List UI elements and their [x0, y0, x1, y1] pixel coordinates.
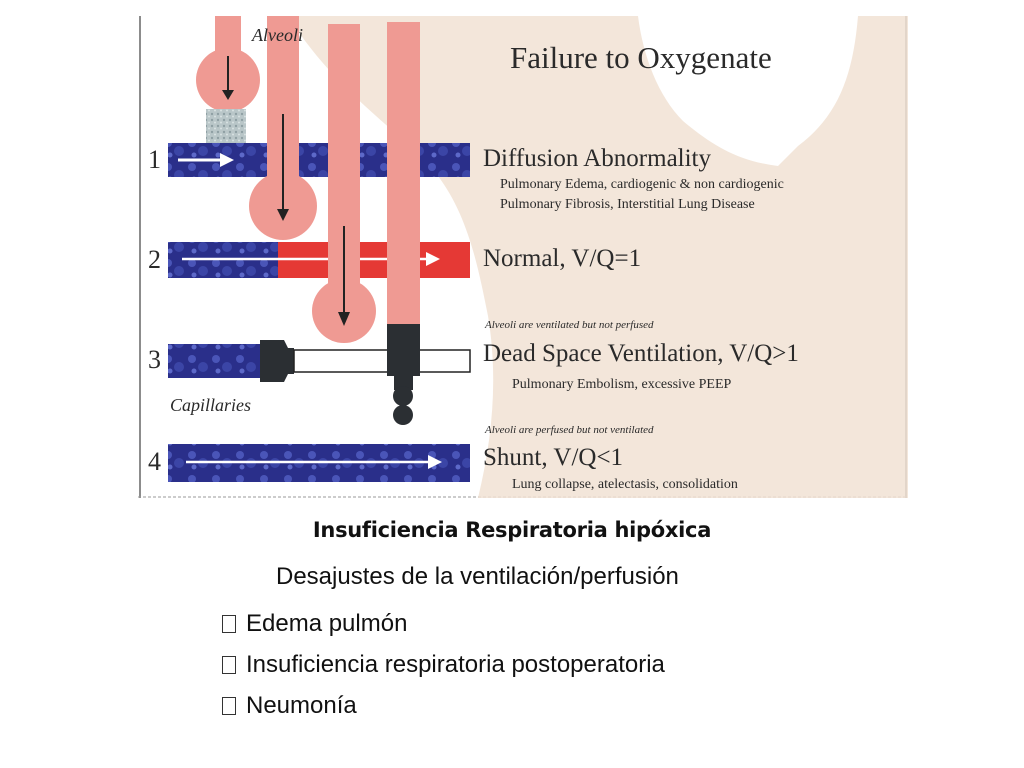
bullet-box-icon — [222, 697, 236, 715]
list-item — [222, 603, 665, 644]
row-1-detail-1: Pulmonary Edema, cardiogenic & non cardiogenic — [500, 177, 784, 192]
row-4-note: Alveoli are perfused but not ventilated — [485, 424, 654, 436]
bullet-list — [222, 603, 665, 726]
row-2-number: 2 — [148, 245, 161, 274]
bullet-text: Edema pulmón — [246, 609, 408, 637]
row-1-detail-2: Pulmonary Fibrosis, Interstitial Lung Disease — [500, 197, 755, 212]
row-2-heading: Normal, V/Q=1 — [483, 245, 642, 272]
list-item — [222, 644, 665, 685]
bullet-text: Neumonía — [246, 691, 357, 719]
row-4-heading: Shunt, V/Q<1 — [483, 444, 624, 471]
vq-mismatch-diagram — [138, 16, 908, 498]
bullet-text: Insuficiencia respiratoria postoperatoria — [246, 650, 665, 678]
embolus-plug — [260, 340, 294, 382]
capillary-row-3 — [168, 344, 260, 378]
figure-title: Failure to Oxygenate — [510, 40, 772, 75]
diagram-canvas — [138, 16, 908, 498]
bullet-box-icon — [222, 615, 236, 633]
row-3-detail-1: Pulmonary Embolism, excessive PEEP — [512, 377, 732, 392]
diffusion-barrier — [206, 109, 246, 145]
list-item — [222, 685, 665, 726]
slide-subtitle: Desajustes de la ventilación/perfusión — [276, 563, 679, 590]
collapse-plug — [387, 324, 420, 376]
row-3-heading: Dead Space Ventilation, V/Q>1 — [483, 340, 799, 367]
row-3-number: 3 — [148, 345, 161, 374]
bullet-box-icon — [222, 656, 236, 674]
row-4-number: 4 — [148, 447, 161, 476]
row-3-note: Alveoli are ventilated but not perfused — [485, 319, 654, 331]
row-4-detail-1: Lung collapse, atelectasis, consolidation — [512, 477, 738, 492]
row-1-heading: Diffusion Abnormality — [483, 145, 712, 172]
label-alveoli: Alveoli — [252, 25, 303, 45]
slide-title: Insuficiencia Respiratoria hipóxica — [312, 518, 712, 542]
empty-vessel — [294, 350, 470, 372]
label-capillaries: Capillaries — [170, 395, 252, 415]
row-1-number: 1 — [148, 145, 161, 174]
